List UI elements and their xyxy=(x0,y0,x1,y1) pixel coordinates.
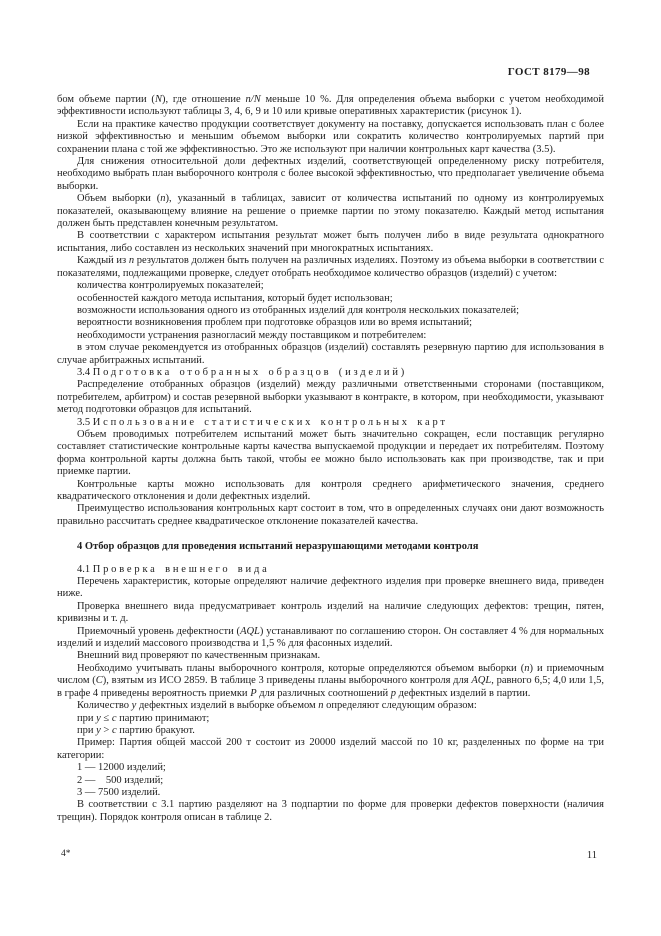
letterspaced-heading-text: Подготовка отобранных образцов (изделий) xyxy=(92,366,408,378)
paragraph: Преимущество использования контрольных карт состоит в том, что в определенных случаях они дают возможность правильно рассчитать среднее квадратическое отклонение показателей качества. xyxy=(57,503,604,527)
math-variable: n/N xyxy=(245,94,261,105)
math-variable: n xyxy=(318,700,324,712)
math-variable: y xyxy=(96,712,101,724)
paragraph: при y > c партию бракуют. xyxy=(77,724,195,736)
paragraph: Каждый из n результатов должен быть получен на различных изделиях. Поэтому из объема выборки в соответствии с показателями, подлежащими проверке, следует отобрать необходимое количество образцов (изделий) с учетом: xyxy=(57,255,604,279)
math-variable: y xyxy=(131,700,137,712)
paragraph: В соответствии с характером испытания результат может быть получен либо в виде результата однократного испытания, либо составлен из нескольких значений при многократных испытаниях. xyxy=(57,230,604,254)
paragraph: Распределение отобранных образцов (изделий) между различными ответственными сторонами (поставщиком, потребителем, арбитром) и состав резервной выборки указывают в контракте, в котором, при необходимости, указывают метод подготовки образцов для испытаний. xyxy=(57,379,604,416)
paragraph: возможности использования одного из отобранных изделий для контроля нескольких показателей; xyxy=(77,304,520,316)
math-variable: n xyxy=(524,662,530,674)
document-body xyxy=(57,94,604,824)
letterspaced-heading-text: Проверка внешнего вида xyxy=(92,563,270,575)
paragraph: Приемочный уровень дефектности (AQL) устанавливают по соглашению сторон. Он составляет 4 % для нормальных изделий и изделий массового производства и 1,5 % для фасонных изделий. xyxy=(57,625,604,650)
paragraph: Перечень характеристик, которые определяют наличие дефектного изделия при проверке внешнего вида, приведен ниже. xyxy=(57,576,604,600)
footer-page-number: 11 xyxy=(586,850,597,861)
subsection-heading: 3.4 Подготовка отобранных образцов (изделий) xyxy=(77,366,408,378)
paragraph: 2 — 500 изделий; xyxy=(77,774,164,786)
math-variable: AQL xyxy=(471,675,492,687)
paragraph: В соответствии с 3.1 партию разделяют на 3 подпартии по форме для проверки дефектов поверхности (наличия трещин). Порядок контроля описан в таблице 2. xyxy=(57,799,604,823)
paragraph: особенностей каждого метода испытания, который будет использован; xyxy=(77,292,393,304)
math-variable: C xyxy=(95,675,103,687)
paragraph: Контрольные карты можно использовать для контроля среднего арифметического значения, среднего квадратического отклонения и доли дефектных изделий. xyxy=(57,478,604,502)
paragraph: Если на практике качество продукции соответствует документу на поставку, допускается использовать план с более низкой эффективностью и меньшим объемом выборки или сократить количество контролируемых партий при сохранении плана с той же эффективностью. Это же используют при наличии контрольных карт качества (3.5). xyxy=(57,118,604,155)
math-variable: p xyxy=(390,687,396,699)
math-variable: y xyxy=(96,724,101,736)
paragraph: Необходимо учитывать планы выборочного контроля, которые определяются объемом выборки (n) и приемочным числом (C), взятым из ИСО 2859. В таблице 3 приведены планы выборочного контроля для AQL, равного 6,5; 4,0 или 1,5, в графе 4 приведены вероятность приемки P для различных соотношений p дефектных изделий в партии. xyxy=(57,662,604,699)
paragraph: Проверка внешнего вида предусматривает контроль изделий на наличие следующих дефектов: трещин, пятен, кривизны и т. д. xyxy=(57,600,604,625)
paragraph: Пример: Партия общей массой 200 т состоит из 20000 изделий массой по 10 кг, разделенных по форме на три категории: xyxy=(57,737,604,761)
math-variable: N xyxy=(154,94,162,105)
math-variable: n xyxy=(128,255,135,267)
paragraph: Внешний вид проверяют по качественным признакам. xyxy=(77,650,321,662)
paragraph: при y ≤ c партию принимают; xyxy=(77,712,210,724)
paragraph: 3 — 7500 изделий. xyxy=(77,786,161,798)
paragraph: Объем выборки (n), указанный в таблицах, зависит от количества испытаний по одному из контролируемых показателей, оказывающему влияние на решение о приемке партии по этому показателю. Каждый метод испытания должен быть представлен конечным результатом. xyxy=(57,193,604,230)
paragraph: вероятности возникновения проблем при подготовке образцов или во время испытаний; xyxy=(77,317,473,329)
paragraph: в этом случае рекомендуется из отобранных образцов (изделий) составлять резервную партию для использования в случае арбитражных испытаний. xyxy=(57,342,604,366)
paragraph: количества контролируемых показателей; xyxy=(77,280,264,292)
letterspaced-heading-text: Использование статистических контрольных карт xyxy=(92,416,448,428)
math-variable: c xyxy=(111,724,117,736)
paragraph: необходимости устранения разногласий между поставщиком и потребителем: xyxy=(77,329,427,341)
section-heading: 4 Отбор образцов для проведения испытаний неразрушающими методами контроля xyxy=(77,541,479,553)
math-variable: n xyxy=(160,193,166,205)
subsection-heading: 4.1 Проверка внешнего вида xyxy=(77,563,270,575)
subsection-heading: 3.5 Использование статистических контрольных карт xyxy=(77,416,448,428)
math-variable: AQL xyxy=(240,625,260,637)
paragraph: 1 — 12000 изделий; xyxy=(77,762,166,774)
math-variable: P xyxy=(250,687,257,699)
paragraph: Для снижения относительной доли дефектных изделий, соответствующей определенному риску потребителя, необходимо выбрать план выборочного контроля с более высокой эффективностью, что предполагает увеличение объема выборки. xyxy=(57,156,604,192)
math-variable: c xyxy=(111,712,117,724)
paragraph: Объем проводимых потребителем испытаний может быть значительно сокращен, если поставщик регулярно составляет статистические контрольные карты качества выпускаемой продукции и передает их потребителям. Поэтому форма контрольной карты должна быть такой, чтобы ее можно было использовать как при производстве, так и при приемке партии. xyxy=(57,428,604,478)
footer-signature-mark: 4* xyxy=(61,849,71,859)
running-header-standard-number: ГОСТ 8179—98 xyxy=(507,66,590,78)
paragraph: Количество y дефектных изделий в выборке объемом n определяют следующим образом: xyxy=(77,700,477,712)
paragraph: бом объеме партии (N), где отношение n/N меньше 10 %. Для определения объема выборки с учетом необходимой эффективности используют таблицы 3, 4, 6, 9 и 10 или кривые оперативных характеристик (рисунок 1). xyxy=(57,94,605,118)
